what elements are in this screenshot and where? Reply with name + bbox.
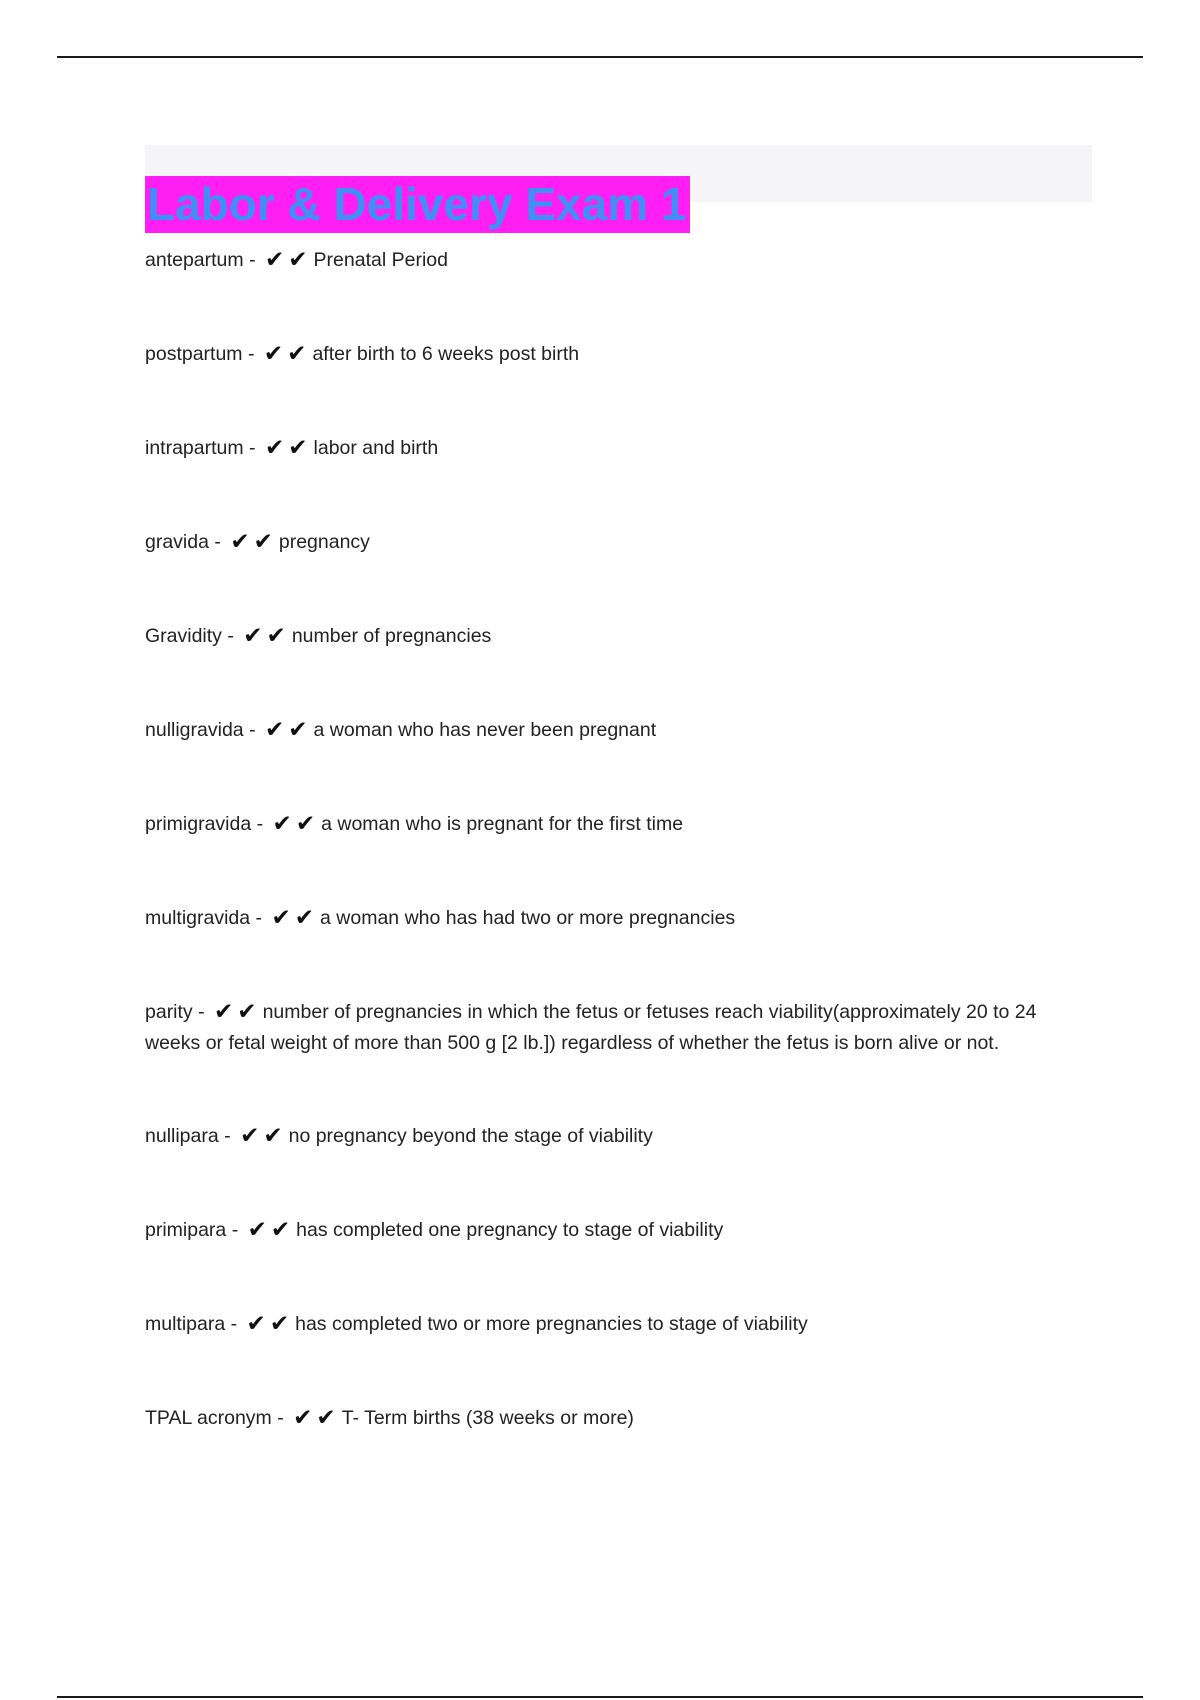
entry-term: antepartum: [145, 249, 244, 271]
glossary-entry: [145, 339, 1095, 370]
entry-separator: -: [225, 1313, 243, 1335]
check-mark-icon: ✔✔: [247, 1216, 295, 1242]
entry-definition: number of pregnancies in which the fetus or fetuses reach viability(approximately 20 to 24 weeks or fetal weight of more than 500 g [2 lb.]) regardless of whether the fetus is born alive or not.: [145, 1001, 1037, 1054]
document-title: Labor & Delivery Exam 1: [145, 176, 690, 233]
check-mark-icon: ✔✔: [272, 810, 320, 836]
check-mark-icon: ✔✔: [240, 1122, 287, 1148]
entry-term: multipara: [145, 1313, 226, 1335]
check-mark-icon: ✔✔: [214, 998, 261, 1024]
glossary-entry: [145, 621, 1095, 652]
entry-term: nulligravida: [145, 719, 244, 741]
entry-term: Gravidity: [145, 625, 222, 647]
entry-separator: -: [226, 1219, 244, 1241]
glossary-entry: [145, 997, 1095, 1059]
entry-separator: -: [208, 531, 227, 553]
glossary-entry: [145, 527, 1095, 558]
glossary-entry: [145, 715, 1095, 746]
entry-term: TPAL acronym: [145, 1407, 272, 1429]
check-mark-icon: ✔✔: [264, 434, 312, 460]
check-mark-icon: ✔✔: [265, 246, 312, 272]
check-mark-icon: ✔✔: [263, 340, 311, 366]
entry-separator: -: [251, 813, 269, 835]
entry-definition: has completed two or more pregnancies to stage of viability: [295, 1313, 808, 1335]
entry-term: intrapartum: [145, 437, 244, 459]
entry-definition: number of pregnancies: [291, 625, 492, 647]
entry-definition: a woman who has had two or more pregnancies: [320, 907, 736, 929]
entry-separator: -: [218, 1125, 237, 1147]
entry-definition: no pregnancy beyond the stage of viability: [288, 1125, 653, 1147]
entry-definition: after birth to 6 weeks post birth: [312, 343, 580, 365]
entry-definition: has completed one pregnancy to stage of viability: [296, 1219, 724, 1241]
entry-term: primigravida: [145, 813, 252, 835]
entry-term: multigravida: [145, 907, 251, 929]
glossary-entry: [145, 903, 1095, 934]
entry-separator: -: [243, 437, 261, 459]
check-mark-icon: ✔✔: [271, 904, 319, 930]
entry-definition: a woman who is pregnant for the first time: [321, 813, 684, 835]
glossary-entry: [145, 433, 1095, 464]
glossary-entry: [145, 245, 1095, 276]
check-mark-icon: ✔✔: [230, 528, 277, 554]
entry-separator: -: [243, 719, 261, 741]
entry-term: parity: [145, 1001, 193, 1023]
entry-separator: -: [271, 1407, 290, 1429]
entry-separator: -: [250, 907, 268, 929]
check-mark-icon: ✔✔: [293, 1404, 340, 1430]
check-mark-icon: ✔✔: [243, 622, 290, 648]
entry-separator: -: [192, 1001, 211, 1023]
entry-definition: a woman who has never been pregnant: [313, 719, 657, 741]
glossary-list: [145, 245, 1095, 1497]
header-rule: [57, 56, 1143, 58]
entry-term: primipara: [145, 1219, 227, 1241]
footer-rule: [57, 1696, 1143, 1698]
entry-term: nullipara: [145, 1125, 219, 1147]
entry-definition: pregnancy: [278, 531, 370, 553]
entry-term: gravida: [145, 531, 209, 553]
entry-separator: -: [221, 625, 240, 647]
entry-separator: -: [243, 249, 261, 271]
check-mark-icon: ✔✔: [265, 716, 312, 742]
glossary-entry: [145, 1215, 1095, 1246]
glossary-entry: [145, 1309, 1095, 1340]
check-mark-icon: ✔✔: [246, 1310, 294, 1336]
glossary-entry: [145, 809, 1095, 840]
glossary-entry: [145, 1403, 1095, 1434]
entry-term: postpartum: [145, 343, 243, 365]
entry-definition: Prenatal Period: [313, 249, 448, 271]
entry-definition: T- Term births (38 weeks or more): [341, 1407, 634, 1429]
glossary-entry: [145, 1121, 1095, 1152]
entry-definition: labor and birth: [313, 437, 439, 459]
entry-separator: -: [242, 343, 260, 365]
